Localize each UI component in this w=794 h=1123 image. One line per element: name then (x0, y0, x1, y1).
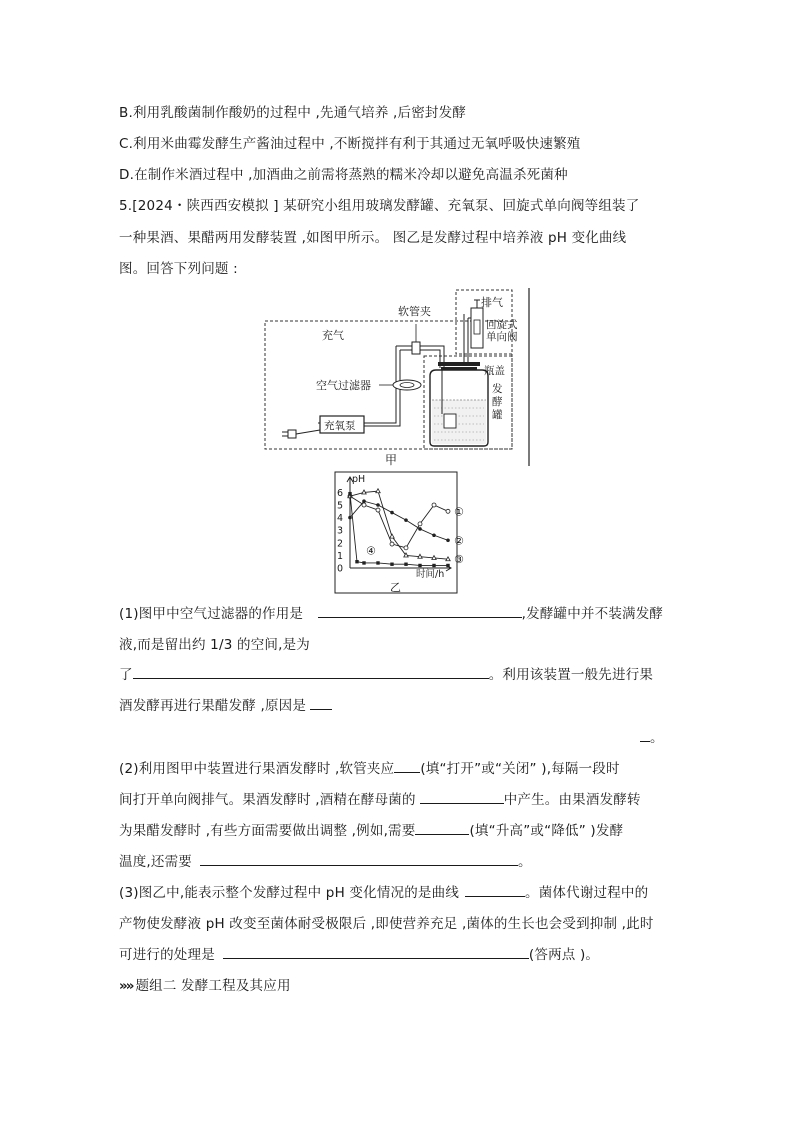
data-point (404, 563, 407, 566)
q2-blank-clamp[interactable] (394, 760, 420, 773)
q3-blank-treatment[interactable] (223, 946, 529, 959)
data-point (418, 522, 422, 526)
q1-text-f: 酒发酵再进行果醋发酵 ,原因是 (119, 698, 307, 714)
data-point (418, 554, 422, 558)
label-exhaust: 排气 (481, 296, 503, 309)
data-point (390, 563, 393, 566)
q2-text-h: 。 (518, 854, 532, 870)
q1-text-b: ,发酵罐中并不装满发酵 (521, 606, 664, 622)
data-point (348, 492, 351, 495)
section-arrow-icon: »» (119, 978, 133, 994)
q1-line3 (119, 666, 653, 684)
q3-blank-curve[interactable] (465, 884, 525, 897)
data-point (362, 503, 366, 507)
data-point (432, 564, 435, 567)
label-rotary: 回旋式 (486, 319, 518, 331)
q1-text-e: 。利用该装置一般先进行果 (488, 667, 654, 683)
y-tick-label: 4 (337, 513, 344, 525)
figure-jia-apparatus (258, 284, 538, 468)
q2-blank-adjustment[interactable] (200, 853, 518, 866)
section-heading (119, 977, 291, 995)
y-tick-label: 6 (337, 487, 344, 499)
data-point (418, 527, 422, 531)
q2-blank-location[interactable] (420, 791, 504, 804)
q3-line3 (119, 946, 599, 964)
figure-yi-caption: 乙 (390, 581, 401, 594)
data-point (432, 533, 436, 537)
q2-line1 (119, 760, 620, 778)
q3-text-e: (答两点 )。 (528, 947, 600, 963)
q2-text-c: 间打开单向阀排气。果酒发酵时 ,酒精在酵母菌的 (119, 792, 416, 808)
option-b: B.利用乳酸菌制作酸奶的过程中 ,先通气培养 ,后密封发酵 (119, 105, 467, 121)
data-point (376, 489, 380, 493)
q2-text-b: (填“打开”或“关闭” ),每隔一段时 (420, 761, 620, 777)
q1-blank-filter-function[interactable] (318, 605, 522, 618)
q2-text-f: (填“升高”或“降低” )发酵 (469, 823, 624, 839)
data-point (432, 503, 436, 507)
q3-text-b: 。菌体代谢过程中的 (525, 885, 649, 901)
q1-blank-space-reason[interactable] (133, 666, 489, 679)
data-point (362, 561, 365, 564)
q3-text-a: (3)图乙中,能表示整个发酵过程中 pH 变化情况的是曲线 (119, 885, 460, 901)
y-tick-label: 5 (337, 500, 344, 512)
q3-text-d: 可进行的处理是 (119, 947, 215, 963)
data-point (376, 503, 380, 507)
y-tick-label: 2 (337, 538, 344, 550)
y-tick-label: 1 (337, 550, 344, 562)
q2-line2 (119, 791, 641, 809)
label-check-valve: 单向阀 (486, 331, 518, 343)
question-5-stem-line1: 5.[2024・陕西西安模拟 ] 某研究小组用玻璃发酵罐、充氧泵、回旋式单向阀等组装了 (119, 198, 640, 214)
label-oxygen-pump: 充氧泵 (324, 420, 356, 432)
data-point (355, 560, 358, 563)
series-label-1: ① (454, 505, 464, 519)
label-fa: 发 (492, 383, 503, 395)
q1-line4 (119, 697, 332, 715)
data-point (446, 564, 449, 567)
y-axis-label: pH (352, 474, 366, 485)
question-5-stem-line2: 一种果酒、果醋两用发酵装置 ,如图甲所示。 图乙是发酵过程中培养液 pH 变化曲线 (119, 230, 627, 246)
data-point (376, 508, 380, 512)
figure-jia-caption: 甲 (385, 453, 398, 467)
option-c: C.利用米曲霉发酵生产酱油过程中 ,不断搅拌有利于其通过无氧呼吸快速繁殖 (119, 136, 581, 152)
question-5-stem-line3: 图。回答下列问题 : (119, 261, 238, 277)
data-point (432, 556, 436, 560)
q1-line2: 液,而是留出约 1/3 的空间,是为 (119, 637, 310, 653)
q2-text-e: 为果醋发酵时 ,有些方面需要做出调整 ,例如,需要 (119, 823, 416, 839)
q2-line3 (119, 822, 623, 840)
data-point (446, 509, 450, 513)
data-point (446, 557, 450, 561)
q1-blank-order-reason-start[interactable] (310, 697, 332, 710)
label-aeration: 充气 (322, 329, 344, 342)
label-air-filter: 空气过滤器 (316, 379, 371, 392)
q1-blank-order-reason-end[interactable] (640, 729, 650, 742)
q2-blank-temperature[interactable] (415, 822, 469, 835)
q1-text-g: 。 (650, 730, 664, 746)
q3-line2: 产物使发酵液 pH 改变至菌体耐受极限后 ,即使营养充足 ,菌体的生长也会受到抑制 ,此时 (119, 916, 654, 932)
series-label-4: ④ (366, 544, 376, 558)
series-label-2: ② (454, 534, 464, 548)
data-point (376, 561, 379, 564)
q2-text-d: 中产生。由果酒发酵转 (503, 792, 641, 808)
y-tick-label: 0 (337, 563, 344, 575)
data-point (348, 516, 352, 520)
data-point (390, 534, 394, 538)
option-d: D.在制作米酒过程中 ,加酒曲之前需将蒸熟的糯米冷却以避免高温杀死菌种 (119, 167, 568, 183)
series-label-3: ③ (454, 553, 464, 567)
y-tick-label: 3 (337, 525, 344, 537)
q2-text-a: (2)利用图甲中装置进行果酒发酵时 ,软管夹应 (119, 761, 395, 777)
label-jiao: 酵 (492, 396, 503, 408)
data-point (362, 490, 366, 494)
q2-text-g: 温度,还需要 (119, 854, 192, 870)
data-point (362, 499, 366, 503)
data-point (418, 564, 421, 567)
q1-line1 (119, 605, 663, 623)
data-point (390, 511, 394, 515)
label-guan: 罐 (492, 409, 503, 421)
section-title: 题组二 发酵工程及其应用 (135, 978, 291, 994)
label-lid: 瓶盖 (484, 365, 505, 377)
x-axis-label: 时间/h (416, 569, 445, 580)
data-point (446, 538, 450, 542)
data-point (390, 542, 394, 546)
figure-yi-chart (330, 470, 464, 596)
data-point (404, 546, 408, 550)
q1-line5 (640, 729, 664, 747)
data-point (404, 518, 408, 522)
q1-text-d: 了 (119, 667, 133, 683)
q2-line4 (119, 853, 532, 871)
q3-line1 (119, 884, 648, 902)
q1-text-a: (1)图甲中空气过滤器的作用是 (119, 606, 304, 622)
label-hose-clamp: 软管夹 (398, 305, 431, 318)
